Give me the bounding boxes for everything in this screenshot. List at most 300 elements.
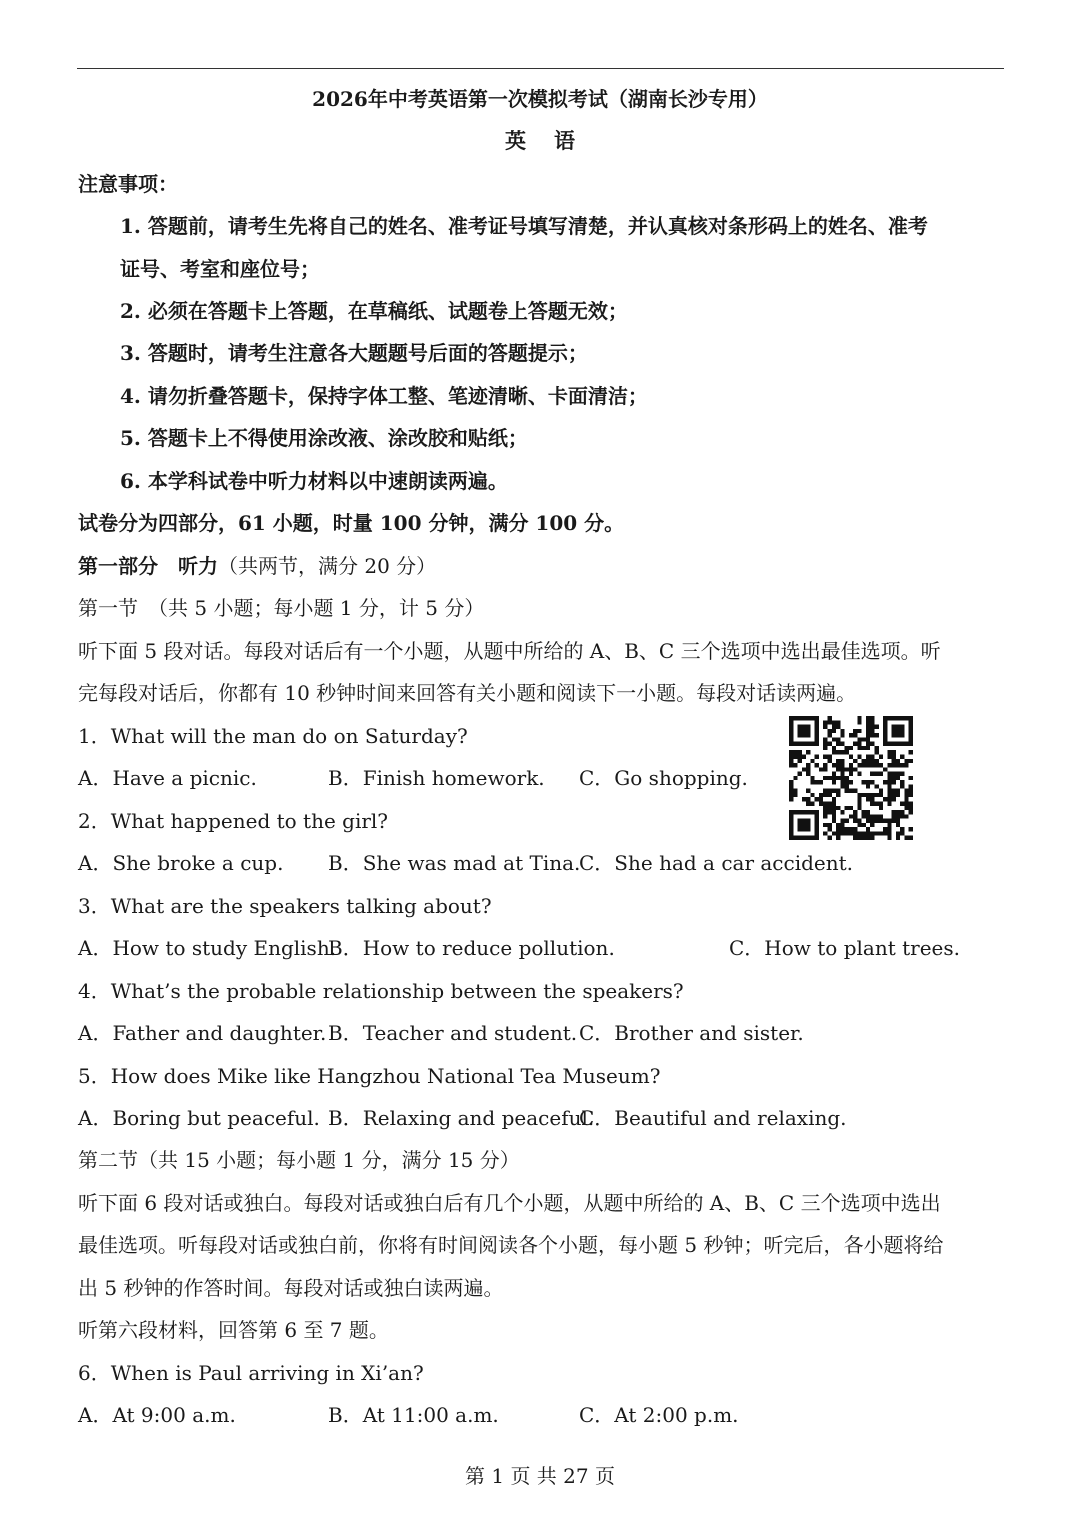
qr-module (810, 793, 814, 797)
qr-module (857, 737, 861, 741)
qr-module (836, 742, 840, 746)
qr-module (892, 763, 896, 767)
qr-module (904, 789, 908, 793)
qr-module (887, 772, 891, 776)
qr-module (845, 806, 849, 810)
qr-module (866, 759, 870, 763)
qr-module (802, 754, 806, 758)
qr-module (870, 759, 874, 763)
qr-module (896, 836, 900, 840)
qr-module (866, 733, 870, 737)
qr-module (857, 729, 861, 733)
question-stem: 2．What happened to the girl? (78, 809, 389, 833)
qr-module (815, 763, 819, 767)
qr-module (870, 836, 874, 840)
qr-module (857, 772, 861, 776)
qr-module (900, 784, 904, 788)
qr-module (840, 733, 844, 737)
qr-module (827, 742, 831, 746)
qr-module (904, 797, 908, 801)
qr-module (853, 733, 857, 737)
qr-module (832, 814, 836, 818)
qr-module (909, 827, 913, 831)
qr-module (836, 836, 840, 840)
qr-module (875, 763, 879, 767)
qr-module (853, 789, 857, 793)
qr-module (857, 831, 861, 835)
qr-module (815, 780, 819, 784)
qr-module (840, 823, 844, 827)
qr-module (862, 836, 866, 840)
qr-module (866, 754, 870, 758)
option-a: A．Father and daughter. (78, 1021, 327, 1045)
question-stem: 5．How does Mike like Hangzhou National Tea Museum? (78, 1064, 661, 1088)
qr-module (849, 767, 853, 771)
qr-module (798, 750, 802, 754)
qr-module (879, 831, 883, 835)
qr-module (840, 772, 844, 776)
qr-module (892, 780, 896, 784)
qr-module (853, 810, 857, 814)
qr-module (862, 823, 866, 827)
qr-module (857, 802, 861, 806)
qr-module (887, 797, 891, 801)
qr-module (866, 720, 870, 724)
qr-module (866, 819, 870, 823)
qr-module (845, 776, 849, 780)
qr-module (823, 754, 827, 758)
section1-instruction: 听下面 5 段对话。每段对话后有一个小题，从题中所给的 A、B、C 三个选项中选出最佳选项。听 (78, 639, 941, 663)
qr-module (862, 737, 866, 741)
qr-module (836, 767, 840, 771)
qr-module (853, 767, 857, 771)
qr-module (815, 797, 819, 801)
qr-module (849, 814, 853, 818)
qr-module (836, 737, 840, 741)
qr-module (849, 827, 853, 831)
qr-module (832, 720, 836, 724)
qr-module (904, 802, 908, 806)
qr-module (900, 772, 904, 776)
qr-module (883, 767, 887, 771)
qr-module (823, 823, 827, 827)
qr-module (879, 772, 883, 776)
qr-module (887, 789, 891, 793)
option-b: B．She was mad at Tina. (328, 851, 581, 875)
qr-module (909, 806, 913, 810)
qr-module (866, 716, 870, 720)
qr-module (875, 831, 879, 835)
qr-module (866, 746, 870, 750)
qr-module (866, 814, 870, 818)
notice-item: 4. 请勿折叠答题卡，保持字体工整、笔迹清晰、卡面清洁； (120, 384, 648, 408)
qr-module (827, 776, 831, 780)
qr-module (896, 793, 900, 797)
qr-module (887, 776, 891, 780)
qr-module (887, 831, 891, 835)
option-a: A．How to study English. (78, 936, 337, 960)
qr-module (896, 772, 900, 776)
qr-module (845, 831, 849, 835)
qr-module (909, 810, 913, 814)
qr-module (827, 720, 831, 724)
qr-module (879, 793, 883, 797)
qr-module (798, 754, 802, 758)
qr-module (789, 754, 793, 758)
qr-module (793, 789, 797, 793)
qr-module (840, 729, 844, 733)
option-a: A．Have a picnic. (78, 766, 257, 790)
qr-module (862, 793, 866, 797)
qr-module (896, 823, 900, 827)
qr-module (857, 806, 861, 810)
qr-module (840, 780, 844, 784)
qr-module (875, 784, 879, 788)
qr-module (862, 746, 866, 750)
qr-module (836, 759, 840, 763)
qr-module (827, 806, 831, 810)
qr-module (866, 725, 870, 729)
qr-module (887, 823, 891, 827)
qr-module (866, 810, 870, 814)
qr-module (875, 759, 879, 763)
qr-module (819, 802, 823, 806)
qr-module (827, 802, 831, 806)
qr-module (887, 780, 891, 784)
qr-module (802, 767, 806, 771)
notice-item: 证号、考室和座位号； (120, 257, 320, 281)
qr-module (853, 827, 857, 831)
qr-module (892, 754, 896, 758)
section2-material: 听第六段材料，回答第 6 至 7 题。 (78, 1318, 389, 1342)
qr-module (840, 827, 844, 831)
qr-module (909, 789, 913, 793)
qr-module (806, 767, 810, 771)
qr-module (832, 780, 836, 784)
qr-module (836, 806, 840, 810)
qr-module (904, 836, 908, 840)
qr-module (875, 746, 879, 750)
qr-module (789, 780, 793, 784)
qr-module (845, 746, 849, 750)
qr-module (853, 814, 857, 818)
qr-module (832, 750, 836, 754)
qr-module (904, 814, 908, 818)
qr-module (836, 823, 840, 827)
qr-module (789, 784, 793, 788)
qr-module (870, 819, 874, 823)
qr-module (896, 819, 900, 823)
qr-module (789, 793, 793, 797)
qr-module (909, 836, 913, 840)
qr-module (823, 742, 827, 746)
qr-module (836, 793, 840, 797)
qr-module (879, 814, 883, 818)
qr-module (862, 814, 866, 818)
qr-module (870, 733, 874, 737)
part1-note: （共两节，满分 20 分） (218, 554, 437, 578)
qr-module (904, 759, 908, 763)
qr-module (849, 831, 853, 835)
qr-module (815, 754, 819, 758)
qr-module (806, 772, 810, 776)
qr-module (887, 827, 891, 831)
qr-module (887, 763, 891, 767)
qr-module (892, 759, 896, 763)
qr-module (892, 772, 896, 776)
qr-module (827, 789, 831, 793)
option-c: C．Go shopping. (579, 766, 748, 790)
qr-module (853, 729, 857, 733)
qr-module (819, 780, 823, 784)
qr-module (892, 814, 896, 818)
qr-module (900, 827, 904, 831)
part1-heading (78, 553, 436, 579)
qr-module (840, 776, 844, 780)
qr-module (870, 725, 874, 729)
qr-module (832, 776, 836, 780)
qr-module (896, 776, 900, 780)
qr-module (870, 772, 874, 776)
qr-module (875, 733, 879, 737)
qr-module (845, 819, 849, 823)
qr-module (840, 759, 844, 763)
qr-module (879, 754, 883, 758)
qr-module (870, 754, 874, 758)
qr-module (832, 789, 836, 793)
qr-module (853, 831, 857, 835)
notice-item: 2. 必须在答题卡上答题，在草稿纸、试题卷上答题无效； (120, 299, 628, 323)
option-b: B．How to reduce pollution. (328, 936, 615, 960)
qr-module (883, 827, 887, 831)
qr-module (866, 831, 870, 835)
qr-module (866, 742, 870, 746)
qr-module (832, 831, 836, 835)
qr-module (845, 789, 849, 793)
qr-module (849, 754, 853, 758)
qr-module (823, 776, 827, 780)
qr-module (849, 763, 853, 767)
qr-module (827, 823, 831, 827)
qr-module (875, 819, 879, 823)
qr-module (879, 806, 883, 810)
qr-module (862, 763, 866, 767)
qr-module (789, 763, 793, 767)
qr-module (909, 750, 913, 754)
qr-module (904, 793, 908, 797)
option-b: B．Finish homework. (328, 766, 545, 790)
qr-module (810, 776, 814, 780)
qr-module (827, 733, 831, 737)
qr-module (866, 780, 870, 784)
qr-module (870, 729, 874, 733)
qr-module (870, 797, 874, 801)
qr-module (827, 793, 831, 797)
qr-module (793, 763, 797, 767)
qr-module (827, 836, 831, 840)
qr-module (866, 793, 870, 797)
question-stem: 3．What are the speakers talking about? (78, 894, 492, 918)
qr-module (870, 742, 874, 746)
section2-title: 第二节（共 15 小题；每小题 1 分，满分 15 分） (78, 1148, 520, 1172)
qr-module (857, 797, 861, 801)
qr-module (862, 759, 866, 763)
qr-module (904, 763, 908, 767)
qr-module (823, 802, 827, 806)
section1-instruction: 完每段对话后，你都有 10 秒钟时间来回答有关小题和阅读下一小题。每段对话读两遍。 (78, 681, 857, 705)
qr-module (879, 789, 883, 793)
qr-module (887, 836, 891, 840)
qr-module (836, 720, 840, 724)
qr-module (849, 733, 853, 737)
qr-module (840, 742, 844, 746)
qr-module (875, 814, 879, 818)
option-c: C．Brother and sister. (579, 1021, 804, 1045)
page-footer: 第 1 页 共 27 页 (465, 1464, 615, 1488)
qr-module (793, 750, 797, 754)
qr-module (857, 716, 861, 720)
qr-module (836, 763, 840, 767)
option-b: B．Teacher and student. (328, 1021, 578, 1045)
qr-module (870, 823, 874, 827)
qr-module (845, 750, 849, 754)
section2-instruction: 出 5 秒钟的作答时间。每段对话或独白读两遍。 (78, 1276, 504, 1300)
qr-module (827, 759, 831, 763)
qr-module (823, 814, 827, 818)
qr-module (853, 742, 857, 746)
qr-module (892, 810, 896, 814)
qr-module (866, 737, 870, 741)
qr-module (879, 802, 883, 806)
qr-module (823, 831, 827, 835)
qr-module (823, 793, 827, 797)
qr-module (849, 789, 853, 793)
qr-module (857, 754, 861, 758)
question-stem: 6．When is Paul arriving in Xi’an? (78, 1361, 424, 1385)
qr-module (832, 772, 836, 776)
qr-module (870, 793, 874, 797)
qr-module (789, 750, 793, 754)
qr-module (827, 754, 831, 758)
qr-module (840, 767, 844, 771)
qr-module (823, 737, 827, 741)
qr-module (836, 789, 840, 793)
qr-module (840, 819, 844, 823)
qr-module (866, 784, 870, 788)
qr-module (845, 780, 849, 784)
qr-module (849, 772, 853, 776)
qr-module (836, 725, 840, 729)
qr-module (840, 784, 844, 788)
qr-module (823, 806, 827, 810)
qr-module (900, 814, 904, 818)
qr-module (853, 759, 857, 763)
qr-module (870, 814, 874, 818)
qr-module (870, 720, 874, 724)
qr-module (806, 802, 810, 806)
option-a: A．She broke a cup. (78, 851, 284, 875)
qr-module (823, 725, 827, 729)
option-a: A．Boring but peaceful. (78, 1106, 320, 1130)
qr-module (862, 831, 866, 835)
qr-module (896, 759, 900, 763)
qr-module (879, 763, 883, 767)
notice-heading: 注意事项： (78, 172, 178, 196)
qr-module (832, 797, 836, 801)
qr-module (870, 780, 874, 784)
qr-module (832, 729, 836, 733)
qr-module (832, 763, 836, 767)
qr-module (883, 780, 887, 784)
qr-module (857, 720, 861, 724)
qr-module (904, 806, 908, 810)
qr-module (840, 831, 844, 835)
qr-module (793, 754, 797, 758)
qr-module (900, 754, 904, 758)
qr-module (827, 827, 831, 831)
qr-module (900, 802, 904, 806)
qr-module (827, 810, 831, 814)
qr-module (845, 767, 849, 771)
qr-module (836, 750, 840, 754)
qr-module (853, 836, 857, 840)
qr-module (887, 784, 891, 788)
qr-module (806, 797, 810, 801)
qr-module (823, 763, 827, 767)
qr-module (892, 789, 896, 793)
qr-module (887, 802, 891, 806)
qr-module (857, 793, 861, 797)
qr-module (909, 793, 913, 797)
option-c: C．How to plant trees. (729, 936, 960, 960)
qr-module (875, 750, 879, 754)
qr-module (875, 793, 879, 797)
qr-module (870, 716, 874, 720)
qr-module (827, 729, 831, 733)
question-stem: 4．What’s the probable relationship between the speakers? (78, 979, 684, 1003)
qr-module (909, 784, 913, 788)
notice-item: 5. 答题卡上不得使用涂改液、涂改胶和贴纸； (120, 426, 528, 450)
qr-module (862, 810, 866, 814)
qr-module (823, 810, 827, 814)
qr-module (892, 750, 896, 754)
qr-module (896, 763, 900, 767)
qr-module (798, 759, 802, 763)
qr-module (857, 763, 861, 767)
section2-instruction: 听下面 6 段对话或独白。每段对话或独白后有几个小题，从题中所给的 A、B、C 三个选项中选出 (78, 1191, 941, 1215)
qr-module (857, 836, 861, 840)
qr-module (896, 831, 900, 835)
qr-module (896, 789, 900, 793)
qr-module (789, 759, 793, 763)
qr-module (832, 725, 836, 729)
top-rule (77, 68, 1004, 69)
exam-summary: 试卷分为四部分，61 小题，时量 100 分钟，满分 100 分。 (78, 511, 625, 535)
qr-module (840, 750, 844, 754)
qr-module (887, 793, 891, 797)
qr-module (789, 789, 793, 793)
qr-module (832, 746, 836, 750)
qr-module (832, 802, 836, 806)
qr-module (798, 772, 802, 776)
qr-module (866, 763, 870, 767)
qr-module (793, 793, 797, 797)
qr-module (875, 772, 879, 776)
qr-module (892, 797, 896, 801)
option-a: A．At 9:00 a.m. (78, 1403, 236, 1427)
qr-module (875, 725, 879, 729)
qr-module (793, 776, 797, 780)
